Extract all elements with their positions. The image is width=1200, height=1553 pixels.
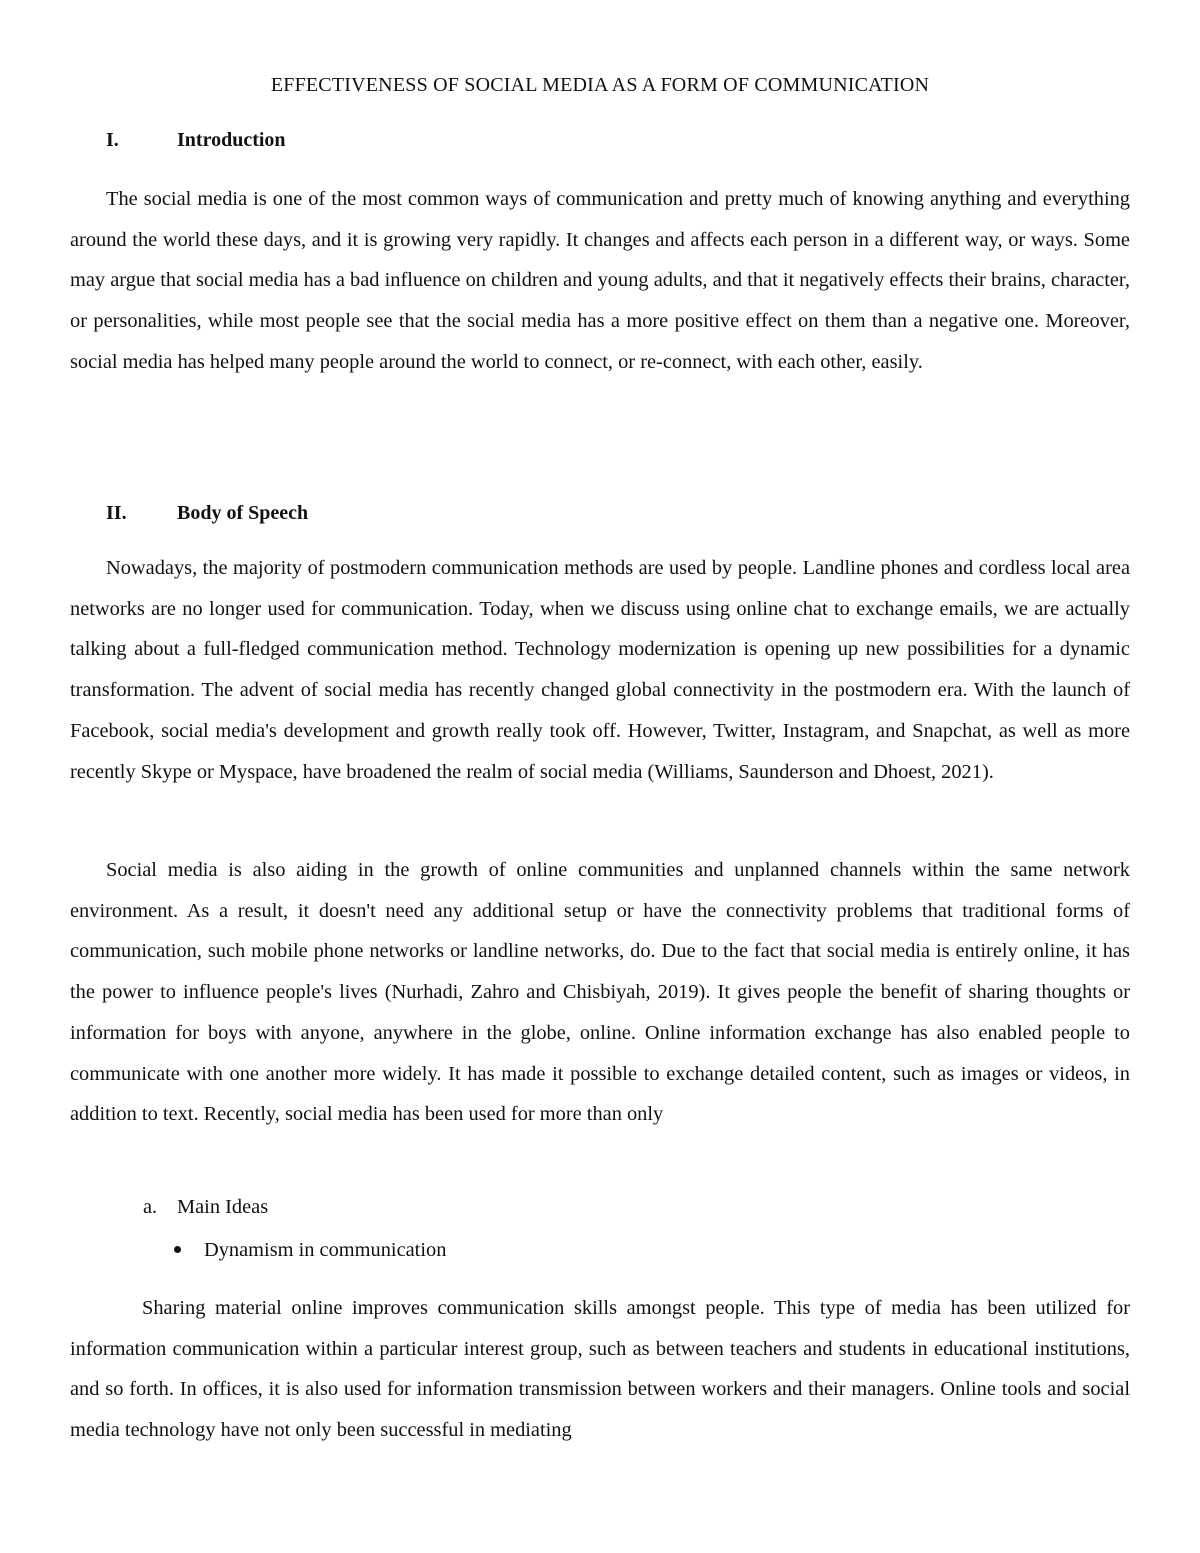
- main-ideas-list-item: [143, 1196, 268, 1219]
- intro-paragraph: The social media is one of the most common ways of communication and pretty much of knowing anything and everything around the world these days, and it is growing very rapidly. It changes and affects each person in a different way, or ways. Some may argue that social media has a bad influence on children and young adults, and that it negatively effects their brains, character, or personalities, while most people see that the social media has a more positive effect on them than a negative one. Moreover, social media has helped many people around the world to connect, or re-connect, with each other, easily.: [70, 188, 1130, 373]
- body-paragraph-3: Sharing material online improves communication skills amongst people. This type of media has been utilized for information communication within a particular interest group, such as between teachers and students in educational institutions, and so forth. In offices, it is also used for information transmission between workers and their managers. Online tools and social media technology have not only been successful in mediating: [70, 1297, 1130, 1442]
- bullet-icon: [174, 1246, 181, 1253]
- list-label: Main Ideas: [177, 1196, 269, 1218]
- document-title: EFFECTIVENESS OF SOCIAL MEDIA AS A FORM OF COMMUNICATION: [270, 74, 930, 96]
- section-heading-introduction: [106, 129, 286, 152]
- section-number: II.: [106, 502, 127, 524]
- bullet-text: Dynamism in communication: [204, 1239, 447, 1261]
- section-title: Introduction: [177, 129, 286, 151]
- section-number: I.: [106, 129, 119, 151]
- body-paragraph-2: Social media is also aiding in the growth of online communities and unplanned channels within the same network environment. As a result, it doesn't need any additional setup or have the connectivity problems that traditional forms of communication, such mobile phone networks or landline networks, do. Due to the fact that social media is entirely online, it has the power to influence people's lives (Nurhadi, Zahro and Chisbiyah, 2019). It gives people the benefit of sharing thoughts or information for boys with anyone, anywhere in the globe, online. Online information exchange has also enabled people to communicate with one another more widely. It has made it possible to exchange detailed content, such as images or videos, in addition to text. Recently, social media has been used for more than only: [70, 859, 1130, 1126]
- list-marker: a.: [143, 1196, 158, 1218]
- document-page: [70, 0, 1130, 1553]
- section-heading-body-of-speech: [106, 502, 308, 525]
- body-paragraph-1: Nowadays, the majority of postmodern communication methods are used by people. Landline phones and cordless local area networks are no longer used for communication. Today, when we discuss using online chat to exchange emails, we are actually talking about a full-fledged communication method. Technology modernization is opening up new possibilities for a dynamic transformation. The advent of social media has recently changed global connectivity in the postmodern era. With the launch of Facebook, social media's development and growth really took off. However, Twitter, Instagram, and Snapchat, as well as more recently Skype or Myspace, have broadened the realm of social media (Williams, Saunderson and Dhoest, 2021).: [70, 557, 1130, 783]
- section-title: Body of Speech: [177, 502, 309, 524]
- bullet-item-dynamism: [174, 1239, 446, 1262]
